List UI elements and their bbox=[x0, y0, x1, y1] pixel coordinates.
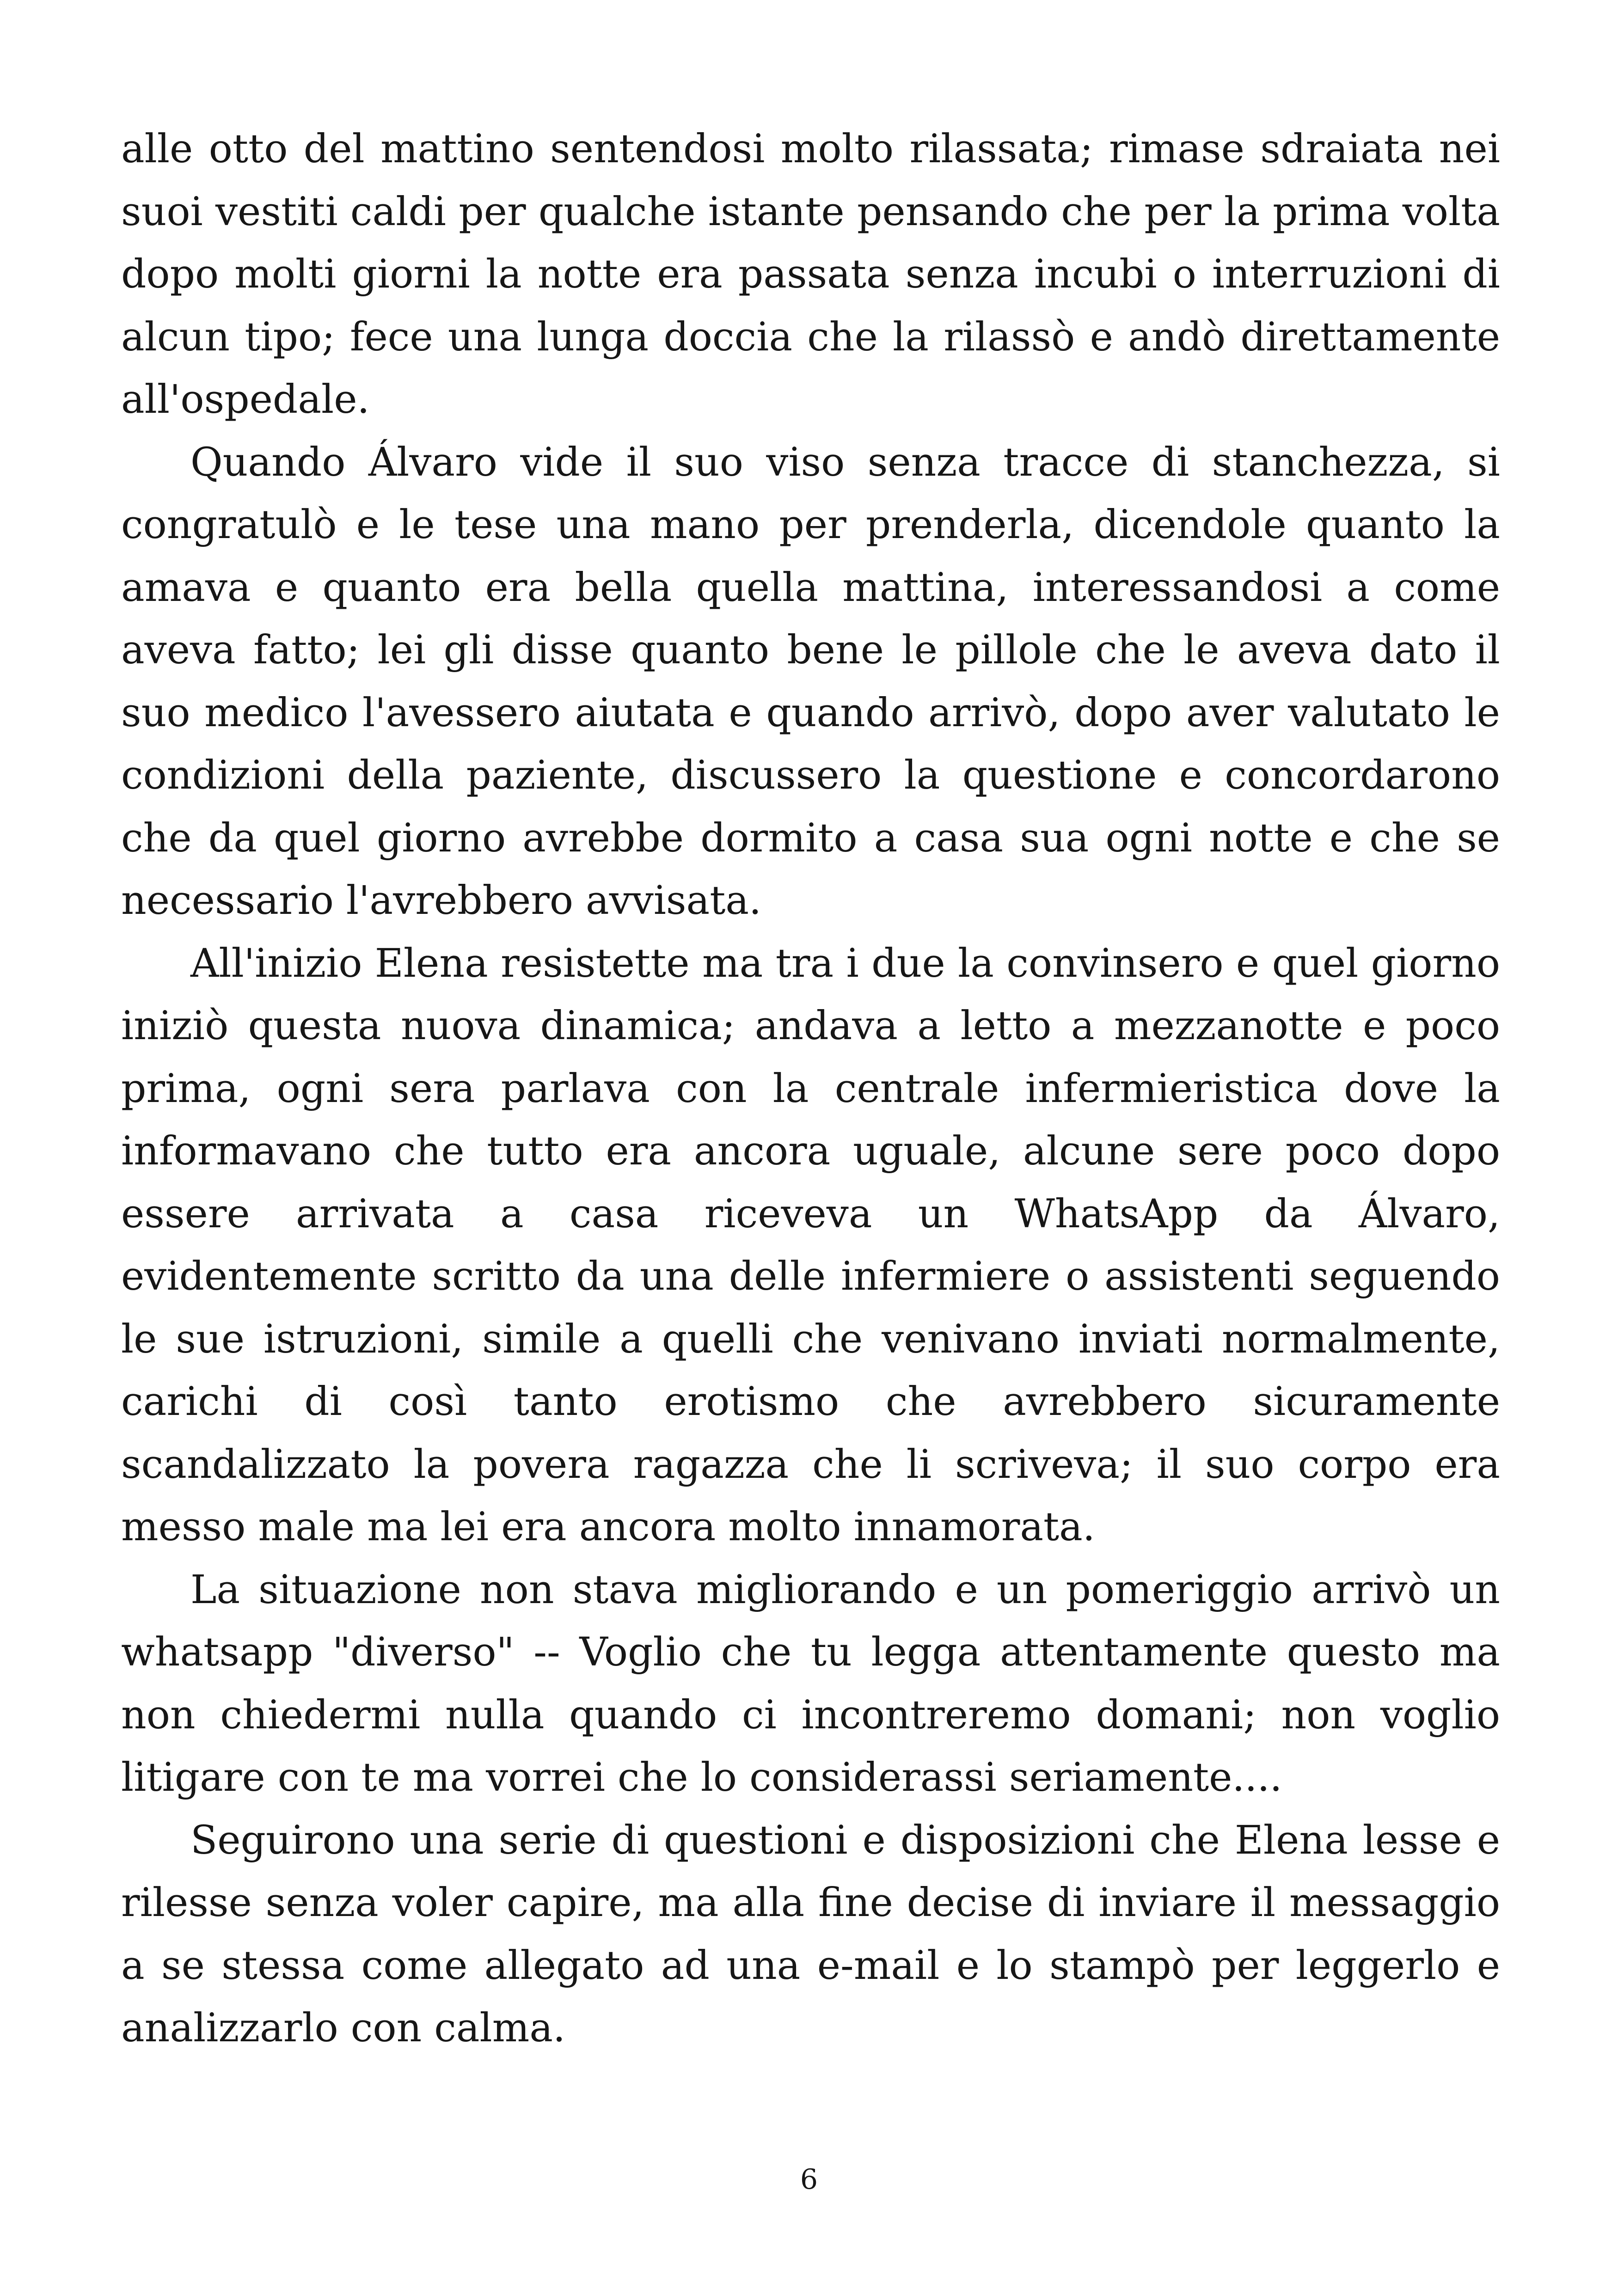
paragraph-3: All'inizio Elena resistette ma tra i due la convinsero e quel giorno iniziò questa nuova dinamica; andava a letto a mezzanotte e poco prima, ogni sera parlava con la centrale infermieristica dove la informavano che tutto era ancora uguale, alcune sere poco dopo essere arrivata a casa riceveva un WhatsApp da Álvaro, evidentemente scritto da una delle infermiere o assistenti seguendo le sue istruzioni, simile a quelli che venivano inviati normalmente, carichi di così tanto erotismo che avrebbero sicuramente scandalizzato la povera ragazza che li scriveva; il suo corpo era messo male ma lei era ancora molto innamorata. bbox=[121, 940, 1500, 1550]
paragraph-2: Quando Álvaro vide il suo viso senza tracce di stanchezza, si congratulò e le tese una mano per prenderla, dicendole quanto la amava e quanto era bella quella mattina, interessandosi a come aveva fatto; lei gli disse quanto bene le pillole che le aveva dato il suo medico l'avessero aiutata e quando arrivò, dopo aver valutato le condizioni della paziente, discussero la questione e concordarono che da quel giorno avrebbe dormito a casa sua ogni notte e che se necessario l'avrebbero avvisata. bbox=[121, 439, 1500, 924]
page-body bbox=[121, 118, 1500, 2060]
paragraph-1: alle otto del mattino sentendosi molto rilassata; rimase sdraiata nei suoi vestiti caldi per qualche istante pensando che per la prima volta dopo molti giorni la notte era passata senza incubi o interruzioni di alcun tipo; fece una lunga doccia che la rilassò e andò direttamente all'ospedale. bbox=[121, 126, 1500, 422]
paragraph-4: La situazione non stava migliorando e un pomeriggio arrivò un whatsapp "diverso" -- Voglio che tu legga attentamente questo ma non chiedermi nulla quando ci incontreremo domani; non voglio litigare con te ma vorrei che lo considerassi seriamente.... bbox=[121, 1567, 1500, 1800]
paragraph-5: Seguirono una serie di questioni e disposizioni che Elena lesse e rilesse senza voler capire, ma alla fine decise di inviare il messaggio a se stessa come allegato ad una e-mail e lo stampò per leggerlo e analizzarlo con calma. bbox=[121, 1817, 1500, 2051]
page-number: 6 bbox=[800, 2163, 818, 2196]
